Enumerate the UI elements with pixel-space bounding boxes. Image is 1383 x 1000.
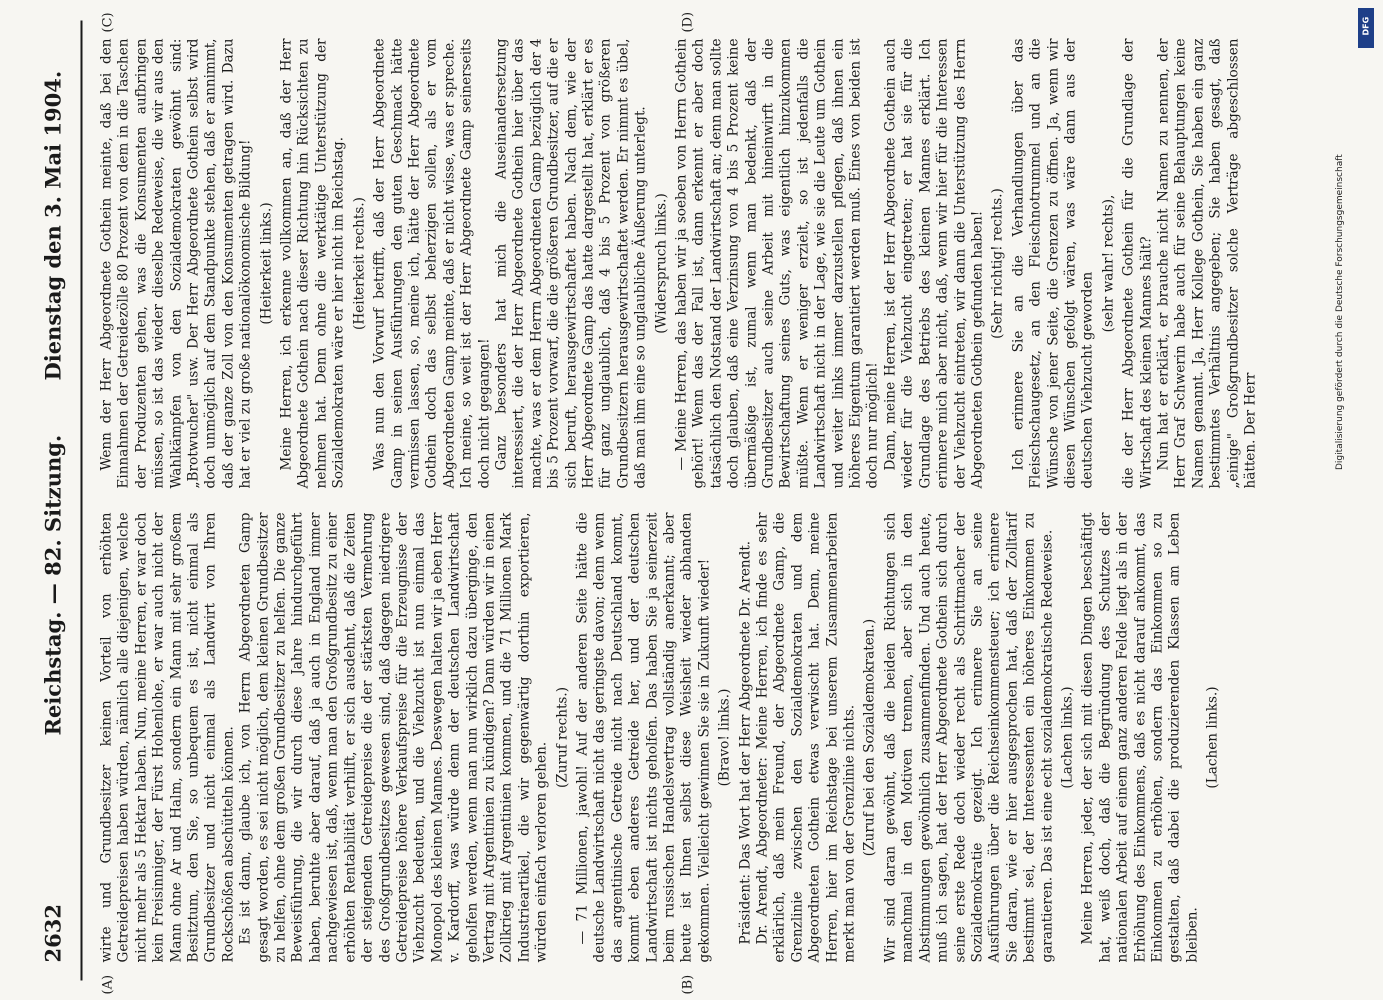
paragraph: Präsident: Das Wort hat der Herr Abgeordnete Dr. Arendt. <box>736 540 753 944</box>
paragraph: Nun hat er erklärt, er brauche nicht Namen zu nennen, der Herr Graf Schwerin habe auch für seine Behauptungen keine Namen genannt. Ja, Herr Kollege Gothein, Sie haben ein ganz bestimmtes Verhältnis angegeben; Sie haben gesagt, daß „einige" Großgrundbesitzer solche Verträge abgeschlossen hätten. Der Herr <box>1154 38 1258 488</box>
paragraph: — Meine Herren, das haben wir ja soeben von Herrn Gothein gehört! Wenn das der Fall ist, dann erkennt er aber doch tatsächlich den Notstand der Landwirtschaft an; denn man sollte doch glauben, daß eine Verzinsung von 4 bis 5 Prozent keine übermäßige ist, zumal wenn man bedenkt, daß der Grundbesitzer auch seine Arbeit mit hineinwirft in die Bewirtschaftung seines Guts, was eigentlich hinzukommen müßte. Wenn er weniger erzielt, so ist jedenfalls die Landwirtschaft nicht in der Lage, wie sie die Leute um Gothein und weiter links immer darzustellen pflegen, daß ihnen ein höheres Eigentum garantiert werden muß. Eines von beiden ist doch nur möglich! <box>673 38 881 488</box>
digitization-note-text: Digitalisierung gefördert durch die Deutsche Forschungsgemeinschaft <box>1335 154 1345 470</box>
running-header <box>40 0 80 1000</box>
left-column <box>98 512 1225 962</box>
dfg-logo <box>1358 8 1374 48</box>
margin-marker-c: (C) <box>100 11 115 32</box>
margin-marker-d: (D) <box>680 11 695 32</box>
paragraph: Es ist dann, glaube ich, von Herrn Abgeordneten Gamp gesagt worden, es sei nicht möglich, dem kleinen Grundbesitzer zu helfen, ohne dem großen Grundbesitzer zu helfen. Die ganze Beweisführung, die wir durch diese Jahre hindurchgeführt haben, beruhte aber darauf, daß ja auch in England immer nachgewiesen ist, daß, wenn man den Großgrundbesitz zu einer erhöhten Rentabilität verhilft, er sich ausdehnt, daß die Zeiten der steigenden Getreidepreise die der stärksten Vermehrung des Großgrundbesitzes gewesen sind, daß dagegen niedrigere Getreidepreise höhere Verkaufspreise für die Erzeugnisse der Viehzucht bedeuten, und die Viehzucht ist nun einmal das Monopol des kleinen Mannes. Deswegen halten wir ja eben Herr v. Kardorff, was würde denn der deutschen Landwirtschaft geholfen werden, wenn man nun wirklich dazu überginge, den Vertrag mit Argentinien zu kündigen? Dann würden wir in einen Zollkrieg mit Argentinien kommen, und die 71 Millionen Mark Industrieartikel, die wir gegenwärtig dorthin exportieren, würden einfach verloren gehen. <box>237 512 550 962</box>
page-number: 2632 <box>40 903 65 962</box>
paragraph: Dr. Arendt, Abgeordneter: Meine Herren, ich finde es sehr erklärlich, daß mein Freund, der Abgeordnete Gamp, die Grenzlinie zwischen den Sozialdemokraten und dem Abgeordneten Gothein etwas verwischt hat. Denn, meine Herren, hier im Reichstage bei unserem Zusammenarbeiten merkt man von der Grenzlinie nichts. <box>754 512 858 962</box>
interjection: (Lachen links.) <box>1058 685 1075 789</box>
interjection: (Zuruf rechts.) <box>553 686 570 788</box>
paragraph: — 71 Millionen, jawohl! Auf der anderen Seite hätte die deutsche Landwirtschaft nicht das geringste davon; denn wenn das argentinische Getreide nicht nach Deutschland kommt, kommt eben anderes Getreide her, und der deutschen Landwirtschaft ist nichts geholfen. Das haben Sie ja seinerzeit beim russischen Handelsvertrag vollständig anerkannt; aber heute ist Ihnen selbst diese Weisheit wieder abhanden gekommen. Vielleicht gewinnen Sie sie in Zukunft wieder! <box>573 512 712 962</box>
paragraph: Wir sind daran gewöhnt, daß die beiden Richtungen sich manchmal in den Motiven trennen, aber sich in den Abstimmungen gewöhnlich zusammenfinden. Und auch heute, muß ich sagen, hat der Herr Abgeordnete Gothein sich durch seine erste Rede doch wieder recht als Schrittmacher der Sozialdemokratie gezeigt. Ich erinnere Sie an seine Ausführungen über die Reichseinkommensteuer; ich erinnere Sie daran, wie er hier ausgesprochen hat, daß der Zolltarif bestimmt sei, der Interessenten ein höheres Einkommen zu garantieren. Das ist eine echt sozialdemokratische Redeweise. <box>881 512 1055 962</box>
right-column <box>98 38 1259 488</box>
interjection: (Heiterkeit links.) <box>257 201 274 325</box>
paragraph: Ich erinnere Sie an die Verhandlungen über das Fleischschaugesetz, an den Fleischnotrummel und an die Wünsche von jener Seite, die Grenzen zu öffnen. Ja, wenn wir diesen Wünschen gefolgt wären, was wäre dann aus der deutschen Viehzucht geworden <box>1009 38 1096 488</box>
interjection: (Heiterkeit rechts.) <box>350 196 367 330</box>
header-rule <box>80 20 82 980</box>
interjection: (sehr wahr! rechts), <box>1099 194 1116 332</box>
paragraph: Meine Herren, ich erkenne vollkommen an, daß der Herr Abgeordnete Gothein nach dieser Richtung hin Rücksichten zu nehmen hat. Denn ohne die werktätige Unterstützung der Sozialdemokraten wäre er hier nicht im Reichstag. <box>278 38 347 488</box>
interjection: (Bravo! links.) <box>716 688 733 786</box>
digitization-note <box>1335 0 1345 470</box>
interjection: (Widerspruch links.) <box>652 192 669 334</box>
paragraph: Dann, meine Herren, ist der Herr Abgeordnete Gothein auch wieder für die Viehzucht eingetreten; er hat sie für die Grundlage des Betriebs des kleinen Mannes erklärt. Ich erinnere mich aber nicht, daß, wenn wir hier für die Interessen der Viehzucht eintreten, wir dann die Unterstützung des Herrn Abgeordneten Gothein gefunden haben! <box>881 38 985 488</box>
paragraph: Was nun den Vorwurf betrifft, daß der Herr Abgeordnete Gamp in seinen Ausführungen den guten Geschmack hätte vermissen lassen, so, meine ich, hätte der Herr Abgeordnete Gothein doch das selbst beherzigen sollen, als er vom Abgeordneten Gamp meinte, daß er nicht wisse, was er spreche. Ich meine, so weit ist der Herr Abgeordnete Gamp seinerseits doch nicht gegangen! <box>371 38 492 488</box>
header-left-title: Reichstag. — 82. Sitzung. <box>40 434 65 735</box>
paragraph: Wenn der Herr Abgeordnete Gothein meinte, daß bei den Einnahmen der Getreidezölle 80 Prozent von dem in die Taschen der Produzenten gehen, was die Konsumenten aufbringen müssen, so ist das wieder dieselbe Redeweise, die wir aus den Wahlkämpfen von den Sozialdemokraten gewöhnt sind: „Brotwucher" usw. Der Herr Abgeordnete Gothein selbst wird doch unmöglich auf dem Standpunkte stehen, daß er annimmt, daß der ganze Zoll von den Konsumenten getragen wird. Dazu hat er viel zu große nationalökonomische Bildung! <box>98 38 254 488</box>
header-right-title: Dienstag den 3. Mai 1904. <box>40 70 65 380</box>
dfg-logo-text: DFG <box>1361 16 1371 36</box>
margin-marker-b: (B) <box>680 974 695 994</box>
interjection: (Zuruf bei den Sozialdemokraten.) <box>861 618 878 856</box>
paragraph: die der Herr Abgeordnete Gothein für die Grundlage der Wirtschaft des kleinen Mannes hält? <box>1120 38 1154 488</box>
paragraph: Ganz besonders hat mich die Auseinandersetzung interessiert, die der Herr Abgeordnete Gothein hier über das machte, was er dem Herrn Abgeordneten Gamp bezüglich der 4 bis 5 Prozent vorwarf, die die größeren Grundbesitzer, auf die er sich beruft, herausgewirtschaftet haben. Nach dem, wie der Herr Abgeordnete Gamp das hatte dargestellt hat, erklärt er es für ganz unglaublich, daß 4 bis 5 Prozent von größeren Grundbesitzern herausgewirtschaftet werden. Er nimmt es übel, daß man ihm eine so unglaubliche Äußerung unterlegt. <box>492 38 649 488</box>
paragraph: wirte und Grundbesitzer keinen Vorteil von erhöhten Getreidepreisen haben würden, nämlich alle diejenigen, welche nicht mehr als 5 Hektar haben. Nun, meine Herren, er war doch kein Freisinniger, der Fürst Hohenlohe, er war auch nicht der Mann ohne Ar und Halm, sondern ein Mann mit sehr großem Besitztum, den Sie, so unbequem es ist, nicht einmal als Grundbesitzer und nicht einmal als Landwirt von Ihren Rockschößen abschütteln können. <box>98 512 236 962</box>
interjection: (Lachen links.) <box>1204 685 1221 789</box>
interjection: (Sehr richtig! rechts.) <box>989 187 1006 339</box>
margin-marker-a: (A) <box>100 974 115 994</box>
paragraph: Meine Herren, jeder, der sich mit diesen Dingen beschäftigt hat, weiß doch, daß die Begründung des Schutzes der nationalen Arbeit auf einem ganz anderen Felde liegt als in der Erhöhung des Einkommens, daß es nicht darauf ankommt, das Einkommen zu erhöhen, sondern das Einkommen so zu gestalten, daß dabei die produzierenden Klassen am Leben bleiben. <box>1079 512 1200 962</box>
